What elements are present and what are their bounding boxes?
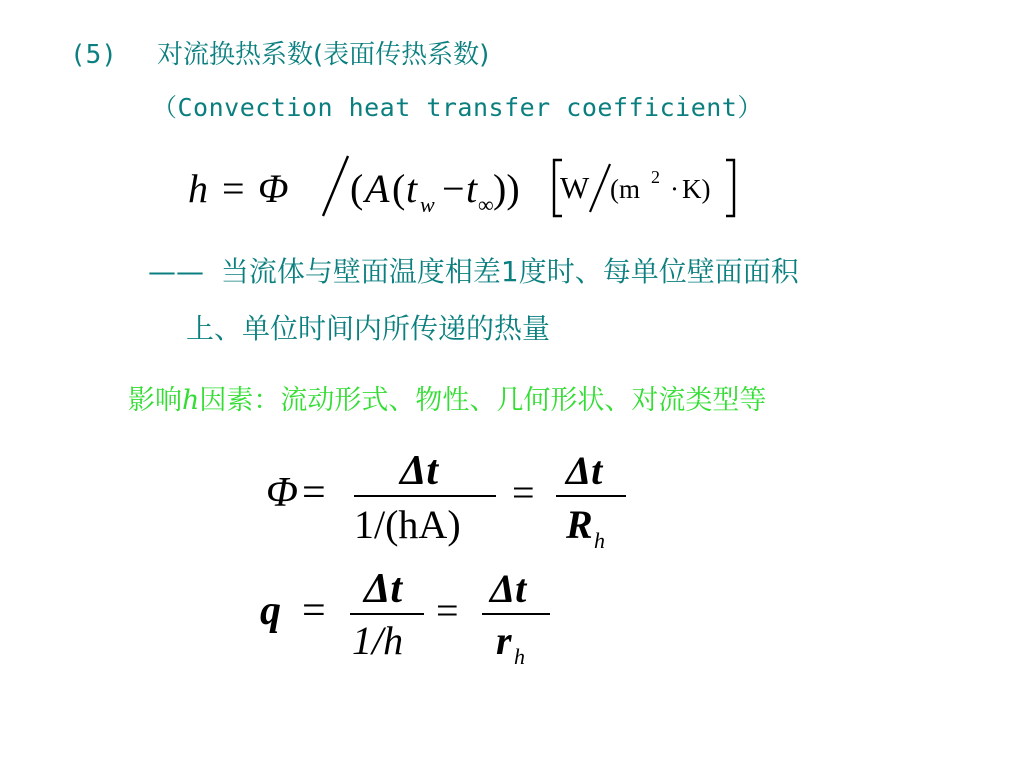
formula-h-slash	[323, 156, 348, 216]
factors-variable: h	[182, 385, 200, 416]
formula-phi-eq2: =	[512, 470, 535, 515]
formula-phi-lhs: Φ	[266, 470, 298, 516]
definition-text-1: 当流体与壁面温度相差1度时、每单位壁面面积	[220, 255, 799, 288]
formula-h-sub-inf: ∞	[478, 192, 494, 217]
formula-h-phi: Φ	[258, 166, 289, 211]
unit-dot: ·	[670, 174, 679, 204]
unit-watt: W	[560, 170, 590, 205]
formula-h-eq: =	[222, 166, 245, 211]
section-title: 对流换热系数(表面传热系数)	[156, 40, 490, 70]
formula-phi-numerator-2: Δt	[566, 448, 603, 493]
factors-prefix: 影响	[128, 385, 182, 416]
formula-phi-resistance: R	[566, 502, 593, 547]
definition-line-2: 上、单位时间内所传递的热量	[186, 312, 551, 345]
formula-phi	[250, 440, 650, 560]
formula-q-numerator-1: Δt	[364, 566, 403, 612]
formula-q-eq1: =	[302, 588, 326, 634]
unit-m: (m	[610, 174, 640, 204]
formula-q-eq2: =	[436, 588, 459, 633]
section-heading	[70, 34, 489, 71]
formula-h-open-paren-2: (	[392, 166, 406, 211]
formula-h-minus: −	[442, 166, 465, 211]
formula-phi-numerator-1: Δt	[400, 448, 439, 494]
formula-phi-denominator-1: 1/(hA)	[354, 502, 461, 547]
formula-h-area: A	[365, 166, 390, 211]
section-subtitle-english: （Convection heat transfer coefficient）	[152, 93, 763, 122]
influencing-factors	[128, 378, 766, 417]
formula-phi-eq1: =	[302, 470, 326, 516]
unit-m-power: 2	[651, 167, 660, 187]
formula-q-resistance: r	[496, 618, 512, 663]
formula-q-denominator-1: 1/h	[352, 618, 404, 663]
formula-phi-resistance-sub: h	[594, 528, 605, 553]
formula-q-resistance-sub: h	[514, 644, 525, 669]
formula-q-numerator-2: Δt	[490, 566, 527, 611]
factors-list: 因素：流动形式、物性、几何形状、对流类型等	[199, 385, 767, 416]
formula-h-sub-w: w	[420, 192, 435, 217]
section-number: (5)	[70, 40, 117, 70]
formula-h-open-paren: (	[350, 166, 364, 211]
formula-h-lhs: h	[188, 166, 208, 211]
formula-h-t-inf: t	[466, 166, 478, 211]
formula-q-lhs: q	[260, 588, 281, 634]
formula-h-close-parens: ))	[493, 166, 520, 211]
formula-h-t-wall: t	[406, 166, 418, 211]
formula-h	[170, 150, 770, 230]
formula-q	[250, 560, 570, 680]
unit-kelvin: K)	[682, 174, 711, 204]
definition-line-1	[148, 250, 799, 290]
unit-right-bracket	[726, 160, 734, 216]
definition-dash: ——	[148, 255, 204, 288]
unit-slash	[590, 164, 610, 212]
